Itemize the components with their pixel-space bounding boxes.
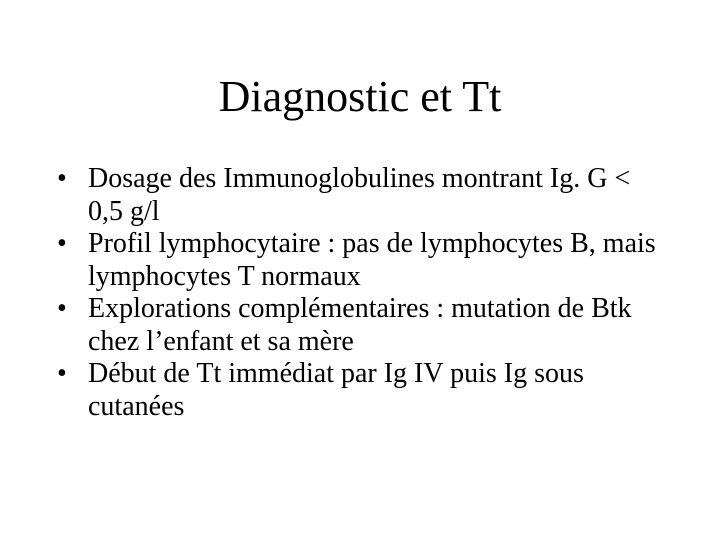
bullet-list <box>57 163 667 423</box>
bullet-text: Dosage des Immunoglobulines montrant Ig. G < 0,5 g/l <box>88 163 631 227</box>
bullet-item <box>57 358 667 423</box>
bullet-text: Début de Tt immédiat par Ig IV puis Ig sous cutanées <box>88 358 584 422</box>
bullet-text: Profil lymphocytaire : pas de lymphocytes B, mais lymphocytes T normaux <box>88 228 656 292</box>
bullet-item <box>57 163 667 228</box>
slide-title: Diagnostic et Tt <box>218 72 502 121</box>
bullet-item <box>57 293 667 358</box>
bullet-item <box>57 228 667 293</box>
bullet-text: Explorations complémentaires : mutation de Btk chez l’enfant et sa mère <box>88 293 632 357</box>
bullet-icon: • <box>57 358 67 389</box>
bullet-icon: • <box>57 293 67 324</box>
bullet-icon: • <box>57 228 67 259</box>
bullet-icon: • <box>57 163 67 194</box>
